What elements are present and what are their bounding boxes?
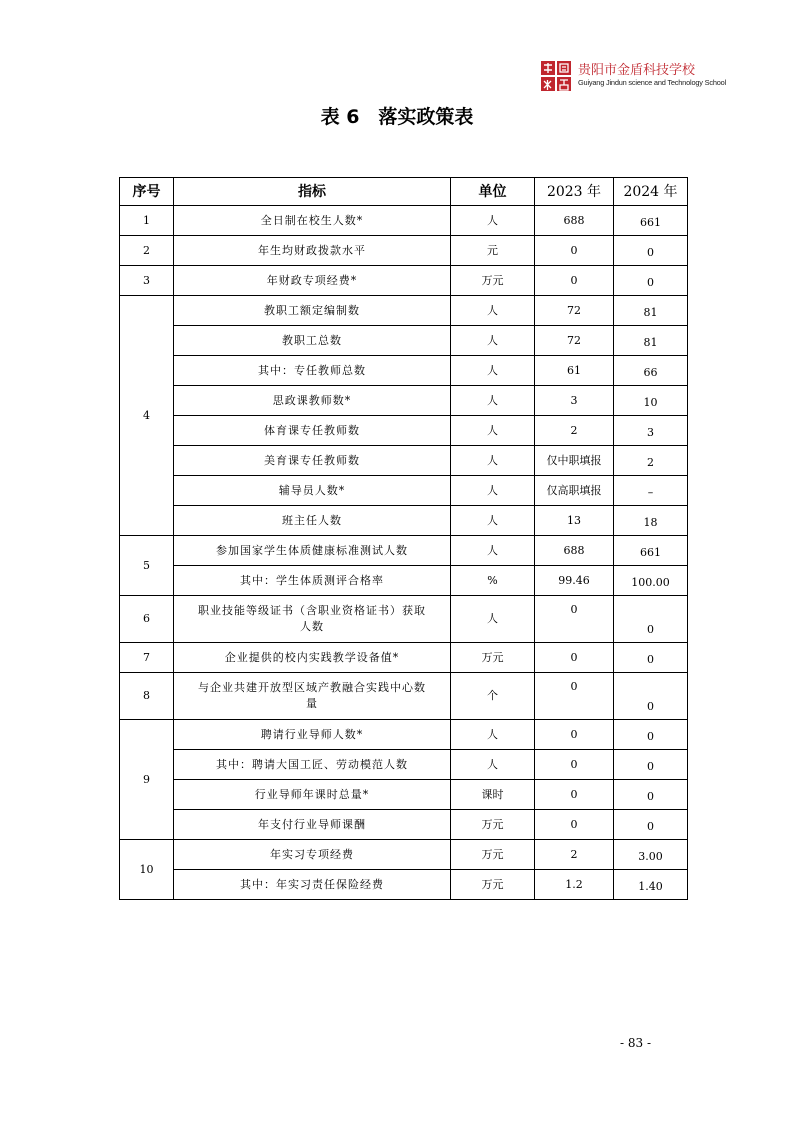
row-number: 9 (120, 720, 174, 840)
school-name-chinese: 贵阳市金盾科技学校 (578, 63, 696, 78)
value-2023-cell: 0 (535, 720, 614, 750)
value-2024-cell: – (614, 476, 688, 506)
school-header (540, 58, 727, 94)
table-row (120, 356, 688, 386)
value-2023-cell: 0 (535, 266, 614, 296)
row-number: 5 (120, 536, 174, 596)
table-row (120, 506, 688, 536)
unit-cell: 人 (451, 720, 535, 750)
table-row (120, 536, 688, 566)
value-2024-cell: 18 (614, 506, 688, 536)
value-2023-cell: 0 (535, 643, 614, 673)
header-unit: 单位 (451, 178, 535, 206)
indicator-cell: 教职工额定编制数 (174, 296, 451, 326)
value-2024-cell: 661 (614, 206, 688, 236)
indicator-cell: 全日制在校生人数* (174, 206, 451, 236)
row-number: 10 (120, 840, 174, 900)
value-2024-cell: 2 (614, 446, 688, 476)
table-row (120, 596, 688, 643)
indicator-cell: 行业导师年课时总量* (174, 780, 451, 810)
value-2024-cell: 661 (614, 536, 688, 566)
value-2024-cell: 0 (614, 720, 688, 750)
unit-cell: 人 (451, 536, 535, 566)
table-row (120, 266, 688, 296)
table-row (120, 236, 688, 266)
table-row (120, 386, 688, 416)
indicator-cell: 教职工总数 (174, 326, 451, 356)
indicator-cell: 年生均财政拨款水平 (174, 236, 451, 266)
header-no: 序号 (120, 178, 174, 206)
value-2023-cell: 仅中职填报 (535, 446, 614, 476)
value-2023-cell: 0 (535, 780, 614, 810)
unit-cell: 人 (451, 446, 535, 476)
school-seal-logo-icon (540, 60, 572, 92)
value-2023-cell: 2 (535, 416, 614, 446)
value-2024-cell: 0 (614, 266, 688, 296)
unit-cell: 万元 (451, 840, 535, 870)
unit-cell: 课时 (451, 780, 535, 810)
table-header-row (120, 178, 688, 206)
indicator-cell: 与企业共建开放型区域产教融合实践中心数量 (174, 673, 451, 720)
unit-cell: 人 (451, 296, 535, 326)
unit-cell: 人 (451, 506, 535, 536)
indicator-cell: 其中：专任教师总数 (174, 356, 451, 386)
indicator-cell: 其中：年实习责任保险经费 (174, 870, 451, 900)
header-2024: 2024 年 (614, 178, 688, 206)
value-2024-cell: 81 (614, 326, 688, 356)
unit-cell: 人 (451, 596, 535, 643)
table-row (120, 446, 688, 476)
indicator-cell: 年支付行业导师课酬 (174, 810, 451, 840)
value-2024-cell: 0 (614, 673, 688, 720)
unit-cell: 元 (451, 236, 535, 266)
value-2024-cell: 0 (614, 643, 688, 673)
table-row (120, 566, 688, 596)
unit-cell: 人 (451, 750, 535, 780)
indicator-cell: 其中：学生体质测评合格率 (174, 566, 451, 596)
value-2024-cell: 81 (614, 296, 688, 326)
table-row (120, 810, 688, 840)
unit-cell: 人 (451, 476, 535, 506)
unit-cell: 人 (451, 206, 535, 236)
row-number: 2 (120, 236, 174, 266)
indicator-cell: 参加国家学生体质健康标准测试人数 (174, 536, 451, 566)
table-row (120, 296, 688, 326)
row-number: 8 (120, 673, 174, 720)
value-2024-cell: 0 (614, 596, 688, 643)
row-number: 6 (120, 596, 174, 643)
value-2023-cell: 仅高职填报 (535, 476, 614, 506)
value-2023-cell: 72 (535, 326, 614, 356)
unit-cell: 万元 (451, 643, 535, 673)
value-2024-cell: 100.00 (614, 566, 688, 596)
indicator-cell: 其中：聘请大国工匠、劳动模范人数 (174, 750, 451, 780)
row-number: 3 (120, 266, 174, 296)
unit-cell: 人 (451, 326, 535, 356)
row-number: 1 (120, 206, 174, 236)
table-row (120, 326, 688, 356)
value-2024-cell: 0 (614, 750, 688, 780)
indicator-cell: 美育课专任教师数 (174, 446, 451, 476)
row-number: 7 (120, 643, 174, 673)
value-2023-cell: 2 (535, 840, 614, 870)
table-row (120, 840, 688, 870)
unit-cell: 人 (451, 416, 535, 446)
table-row (120, 673, 688, 720)
table-row (120, 416, 688, 446)
table-row (120, 206, 688, 236)
header-2023: 2023 年 (535, 178, 614, 206)
value-2023-cell: 0 (535, 810, 614, 840)
school-name-english: Guiyang Jindun science and Technology School (578, 78, 727, 87)
value-2023-cell: 0 (535, 236, 614, 266)
value-2024-cell: 3.00 (614, 840, 688, 870)
value-2023-cell: 0 (535, 750, 614, 780)
indicator-cell: 企业提供的校内实践教学设备值* (174, 643, 451, 673)
table-row (120, 870, 688, 900)
unit-cell: 个 (451, 673, 535, 720)
indicator-cell: 辅导员人数* (174, 476, 451, 506)
value-2024-cell: 3 (614, 416, 688, 446)
indicator-cell: 年实习专项经费 (174, 840, 451, 870)
value-2024-cell: 0 (614, 810, 688, 840)
policy-table (119, 177, 688, 900)
indicator-cell: 年财政专项经费* (174, 266, 451, 296)
table-row (120, 476, 688, 506)
value-2023-cell: 72 (535, 296, 614, 326)
value-2023-cell: 688 (535, 206, 614, 236)
table-row (120, 750, 688, 780)
value-2023-cell: 99.46 (535, 566, 614, 596)
value-2023-cell: 3 (535, 386, 614, 416)
indicator-cell: 聘请行业导师人数* (174, 720, 451, 750)
value-2023-cell: 688 (535, 536, 614, 566)
unit-cell: 人 (451, 356, 535, 386)
table-title: 表 6 落实政策表 (320, 106, 474, 128)
value-2024-cell: 0 (614, 236, 688, 266)
page-number: - 83 - (620, 1036, 652, 1050)
value-2024-cell: 10 (614, 386, 688, 416)
indicator-cell: 班主任人数 (174, 506, 451, 536)
unit-cell: 万元 (451, 810, 535, 840)
indicator-cell: 体育课专任教师数 (174, 416, 451, 446)
value-2023-cell: 0 (535, 596, 614, 643)
indicator-cell: 思政课教师数* (174, 386, 451, 416)
value-2023-cell: 1.2 (535, 870, 614, 900)
value-2024-cell: 0 (614, 780, 688, 810)
unit-cell: 人 (451, 386, 535, 416)
row-number: 4 (120, 296, 174, 536)
header-indicator: 指标 (174, 178, 451, 206)
table-row (120, 720, 688, 750)
value-2024-cell: 1.40 (614, 870, 688, 900)
value-2023-cell: 61 (535, 356, 614, 386)
value-2023-cell: 0 (535, 673, 614, 720)
table-row (120, 643, 688, 673)
indicator-cell: 职业技能等级证书（含职业资格证书）获取人数 (174, 596, 451, 643)
unit-cell: 万元 (451, 870, 535, 900)
value-2024-cell: 66 (614, 356, 688, 386)
table-row (120, 780, 688, 810)
value-2023-cell: 13 (535, 506, 614, 536)
unit-cell: 万元 (451, 266, 535, 296)
unit-cell: % (451, 566, 535, 596)
